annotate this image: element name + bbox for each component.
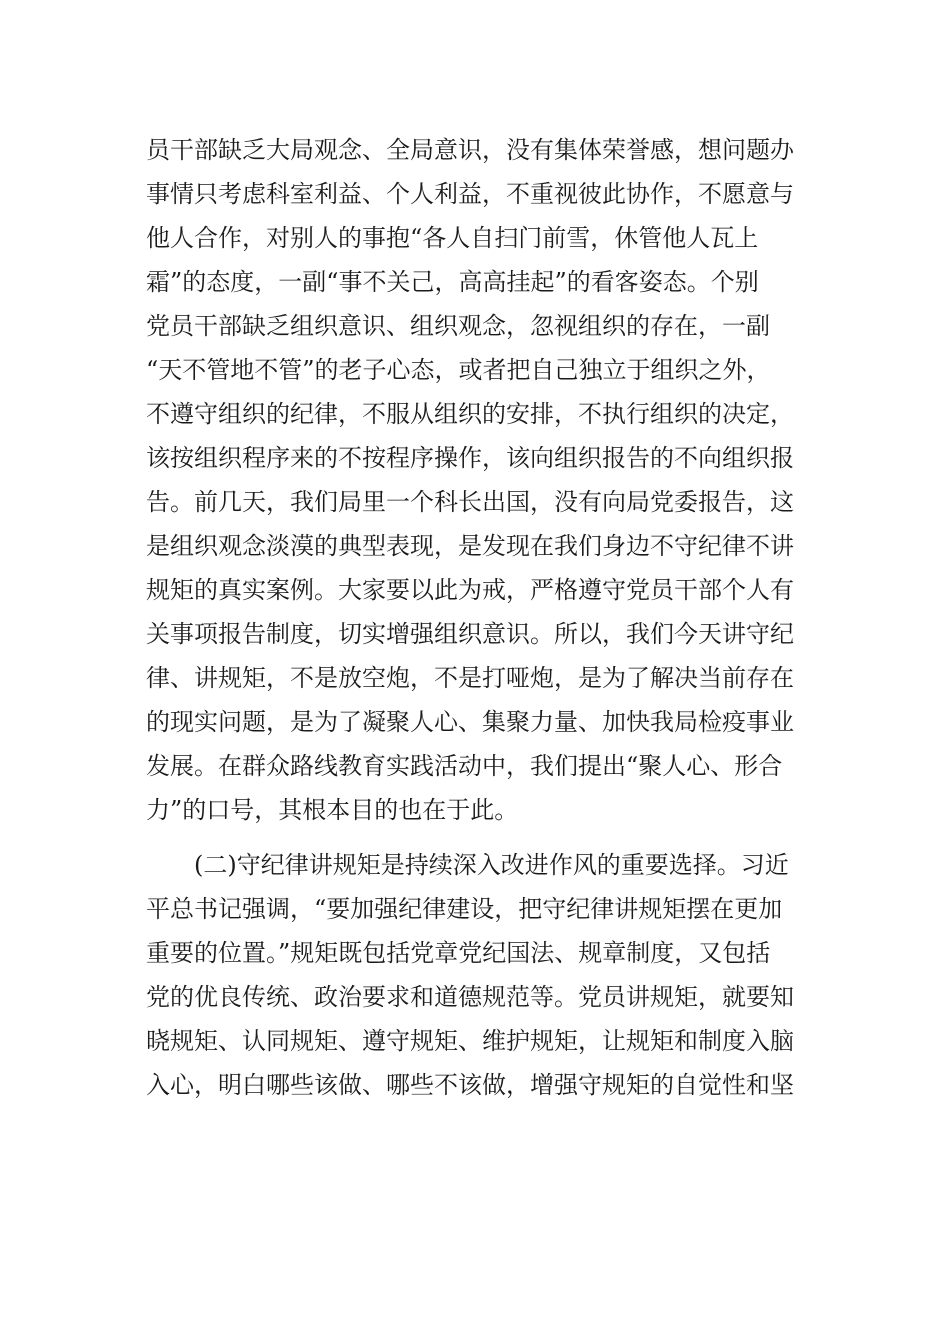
- text-line: 力”的口号，其根本目的也在于此。: [146, 796, 519, 824]
- text-line: 的现实问题，是为了凝聚人心、集聚力量、加快我局检疫事业: [146, 708, 794, 736]
- paragraph-gap: [146, 832, 806, 843]
- text-line: 规矩的真实案例。大家要以此为戒，严格遵守党员干部个人有: [146, 576, 794, 604]
- text-line: 员干部缺乏大局观念、全局意识，没有集体荣誉感，想问题办: [146, 136, 794, 164]
- text-line: 他人合作，对别人的事抱“各人自扫门前雪，休管他人瓦上: [146, 224, 759, 252]
- text-line: 晓规矩、认同规矩、遵守规矩、维护规矩，让规矩和制度入脑: [146, 1027, 794, 1055]
- text-line: 霜”的态度，一副“事不关己，高高挂起”的看客姿态。个别: [146, 268, 759, 296]
- text-line: (二)守纪律讲规矩是持续深入改进作风的重要选择。习近: [146, 851, 789, 879]
- text-line: 事情只考虑科室利益、个人利益，不重视彼此协作，不愿意与: [146, 180, 794, 208]
- text-line: 平总书记强调，“要加强纪律建设，把守纪律讲规矩摆在更加: [146, 895, 783, 923]
- text-line: 发展。在群众路线教育实践活动中，我们提出“聚人心、形合: [146, 752, 783, 780]
- text-line: 告。前几天，我们局里一个科长出国，没有向局党委报告，这: [146, 488, 794, 516]
- text-line: 重要的位置。”规矩既包括党章党纪国法、规章制度，又包括: [146, 939, 771, 967]
- text-line: “天不管地不管”的老子心态，或者把自己独立于组织之外，: [146, 356, 771, 384]
- text-line: 党的优良传统、政治要求和道德规范等。党员讲规矩，就要知: [146, 983, 794, 1011]
- text-line: 律、讲规矩，不是放空炮，不是打哑炮，是为了解决当前存在: [146, 664, 794, 692]
- paragraph-2: [146, 843, 806, 1107]
- text-line: 关事项报告制度，切实增强组织意识。所以，我们今天讲守纪: [146, 620, 794, 648]
- text-line: 入心，明白哪些该做、哪些不该做，增强守规矩的自觉性和坚: [146, 1071, 794, 1099]
- paragraph-1: [146, 128, 806, 832]
- document-body: [146, 128, 806, 1107]
- text-line: 不遵守组织的纪律，不服从组织的安排，不执行组织的决定，: [146, 400, 794, 428]
- text-line: 该按组织程序来的不按程序操作，该向组织报告的不向组织报: [146, 444, 794, 472]
- text-line: 是组织观念淡漠的典型表现，是发现在我们身边不守纪律不讲: [146, 532, 794, 560]
- text-line: 党员干部缺乏组织意识、组织观念，忽视组织的存在，一副: [146, 312, 770, 340]
